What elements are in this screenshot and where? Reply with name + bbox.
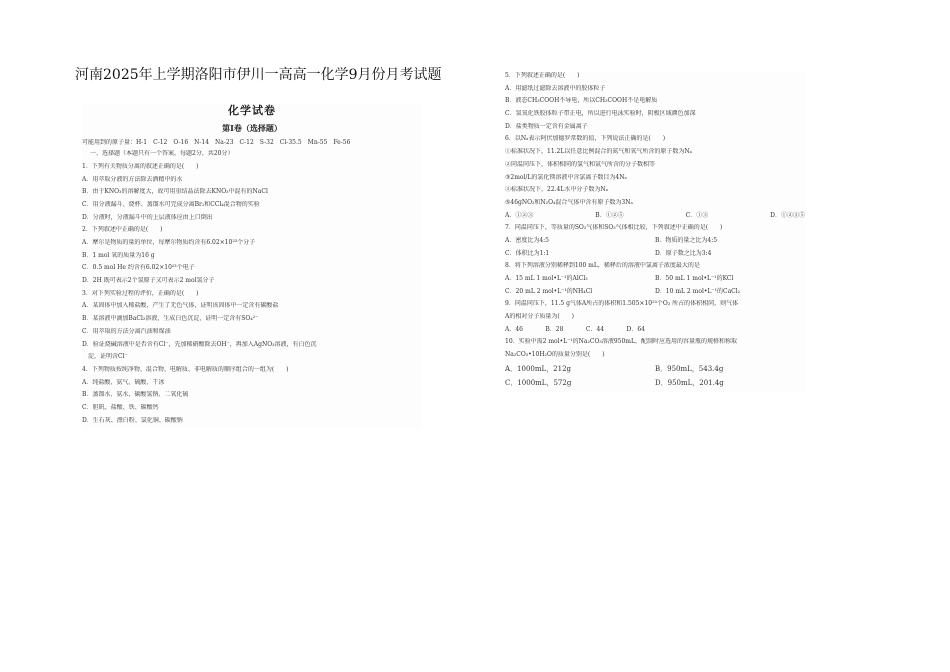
choice-d: D．64 bbox=[626, 325, 645, 333]
option-a: A．纯盐酸、氨气、硫酸、干冰 bbox=[82, 378, 165, 386]
option-row bbox=[505, 237, 805, 246]
choice-d: D．①②③⑤ bbox=[770, 211, 805, 219]
option-c: C．20 mL 2 mol•L⁻¹的NH₄Cl bbox=[505, 287, 593, 295]
option-b: B．蒸馏水、氨水、碳酸氢钠、二氧化硫 bbox=[82, 391, 189, 399]
question-stem: 6．以Nₐ表示阿伏加德罗常数的值，下列说法正确的是( ) bbox=[505, 135, 666, 143]
option-c: C．体积比为1:1 bbox=[505, 249, 550, 257]
option-b: B．1 mol 氧的质量为16 g bbox=[82, 251, 155, 259]
statement-2: ②同温同压下，体积相同的氢气和氩气所含的分子数相等 bbox=[505, 160, 656, 168]
choice-row bbox=[505, 326, 645, 335]
option-a: A．1000mL，212g bbox=[505, 364, 571, 373]
question-8 bbox=[505, 262, 805, 296]
question-stem: 2．下列叙述中正确的是( ) bbox=[82, 226, 163, 234]
atomic-masses: 可能用到的原子量：H-1 C-12 O-16 N-14 Na-23 C-12 S-32 Cl-35.5 Mn-55 Fe-56 bbox=[82, 138, 351, 146]
choice-a: A．46 bbox=[505, 325, 523, 333]
option-c: C．1000mL，572g bbox=[505, 378, 572, 387]
question-stem: 3．对下列实验过程的评价，正确的是( ) bbox=[82, 289, 199, 297]
question-4 bbox=[82, 366, 422, 425]
question-stem: 1．下列有关物质分离的叙述正确的是( ) bbox=[82, 162, 199, 170]
option-d: D．生石灰、漂白粉、氯化铜、碳酸钠 bbox=[82, 416, 183, 424]
option-c: C．氢氧化铁胶体粒子带正电，所以进行电泳实验时，阴极区域颜色加深 bbox=[505, 110, 696, 118]
option-b: B．物质的量之比为4:5 bbox=[655, 236, 718, 244]
option-b: B．由于KNO₃的溶解度大，故可用重结晶法除去KNO₃中混有的NaCl bbox=[82, 188, 268, 196]
question-stem: 7．同温同压下，等质量的SO₂气体和SO₃气体相比较，下列叙述中正确的是( ) bbox=[505, 224, 723, 232]
option-d: D．原子数之比为3:4 bbox=[655, 249, 712, 257]
choice-b: B．①②⑤ bbox=[595, 211, 624, 219]
option-a: A．密度比为4:5 bbox=[505, 236, 549, 244]
option-a: A．15 mL 1 mol•L⁻¹的AlCl₃ bbox=[505, 275, 588, 282]
option-row bbox=[505, 364, 805, 374]
choice-c: C．①③ bbox=[685, 211, 709, 219]
option-d: D．10 mL 2 mol•L⁻¹的CaCl₂ bbox=[655, 287, 741, 295]
option-a: A．摩尔是物质的量的单位，每摩尔物质约含有6.02×10²³个分子 bbox=[82, 239, 256, 247]
question-stem-continued: A的相对分子质量为( ) bbox=[505, 313, 575, 321]
statement-1: ①标准状况下，11.2L以任意比例混合的氮气和氧气所含的原子数为Nₐ bbox=[505, 148, 692, 156]
question-6 bbox=[505, 135, 805, 220]
exam-heading: 化学试卷 bbox=[228, 104, 276, 117]
option-b: B．950mL，543.4g bbox=[655, 364, 724, 373]
question-3 bbox=[82, 290, 422, 362]
choice-a: A．①②③ bbox=[505, 211, 534, 219]
option-d: D．950mL，201.4g bbox=[655, 378, 724, 387]
option-d: D．盐类物质一定含有金属离子 bbox=[505, 122, 588, 130]
choice-row bbox=[505, 212, 805, 221]
section-heading: 一、选择题（本题只有一个答案，每题2分，共20分） bbox=[90, 150, 234, 158]
option-c: C．胆矾、盐酸、铁、碳酸钙 bbox=[82, 403, 159, 411]
question-1 bbox=[82, 163, 422, 222]
question-stem: 10．实验中需2 mol•L⁻¹的Na₂CO₃溶液950mL，配制时应选用的容量瓶的规格和称取 bbox=[505, 338, 737, 346]
question-5 bbox=[505, 72, 805, 131]
option-b: B．50 mL 1 mol•L⁻¹的KCl bbox=[655, 275, 734, 282]
option-b: B．液态CH₃COOH不导电，所以CH₃COOH不是电解质 bbox=[505, 97, 658, 105]
option-a: A．某固体中加入稀盐酸，产生了无色气体，证明该固体中一定含有碳酸盐 bbox=[82, 302, 279, 310]
option-d: D．分液时，分液漏斗中的上层液体应由上口倒出 bbox=[82, 213, 213, 221]
question-7 bbox=[505, 224, 805, 258]
question-9 bbox=[505, 300, 805, 334]
option-row bbox=[505, 275, 805, 284]
question-stem-continued: Na₂CO₃•10H₂O的质量分别是( ) bbox=[505, 351, 605, 359]
option-row bbox=[505, 250, 805, 259]
choice-b: B．28 bbox=[545, 325, 564, 333]
question-stem: 9．同温同压下，11.5 g气体A所占的体积和1.505×10²³个O₂ 所占的体积相同，则气体 bbox=[505, 300, 739, 308]
statement-5: ⑤46gNO₂和N₂O₄混合气体中含有原子数为3Nₐ bbox=[505, 198, 633, 206]
statement-4: ④标准状况下，22.4L水中分子数为Nₐ bbox=[505, 186, 608, 194]
question-2 bbox=[82, 226, 422, 285]
option-row bbox=[505, 378, 805, 388]
option-d: D．验证烧碱溶液中是否含有Cl⁻，先加稀硝酸除去OH⁻，再加入AgNO₃溶液，有白色沉 bbox=[82, 340, 317, 348]
statement-3: ③2mol/L的氯化镁溶液中含氯离子数目为4Nₐ bbox=[505, 173, 627, 181]
choice-c: C．44 bbox=[585, 325, 605, 333]
option-c: C．0.5 mol He 约含有6.02×10²³个电子 bbox=[82, 264, 195, 272]
option-b: B．某溶液中滴加BaCl₂溶液，生成白色沉淀，证明一定含有SO₄²⁻ bbox=[82, 315, 259, 323]
right-column bbox=[505, 72, 805, 392]
option-d-continued: 淀，证明含Cl⁻ bbox=[82, 353, 128, 361]
option-row bbox=[505, 288, 805, 297]
part-heading: 第Ⅰ卷（选择题） bbox=[222, 122, 282, 133]
option-a: A．用滤纸过滤除去溶液中的胶体粒子 bbox=[505, 84, 606, 92]
option-c: C．用分液漏斗、烧杯、蒸馏水可完成分离Br₂和CCl₄混合物的实验 bbox=[82, 200, 260, 208]
document-title: 河南2025年上学期洛阳市伊川一高高一化学9月份月考试题 bbox=[75, 67, 442, 83]
question-stem: 4．下列物质按纯净物、混合物、电解质、非电解质的顺序组合的一组为( ) bbox=[82, 365, 289, 373]
left-column bbox=[82, 103, 422, 429]
question-stem: 5．下列叙述正确的是( ) bbox=[505, 72, 580, 79]
question-stem: 8．将下列溶液分别稀释到100 mL，稀释后的溶液中氯离子浓度最大的是 bbox=[505, 262, 700, 270]
option-a: A．用萃取分液的方法除去酒精中的水 bbox=[82, 175, 183, 183]
question-10 bbox=[505, 338, 805, 388]
option-d: D．2H 既可表示2个氢原子又可表示2 mol氢分子 bbox=[82, 277, 215, 285]
option-c: C．用萃取的方法分离汽油和煤油 bbox=[82, 327, 171, 335]
